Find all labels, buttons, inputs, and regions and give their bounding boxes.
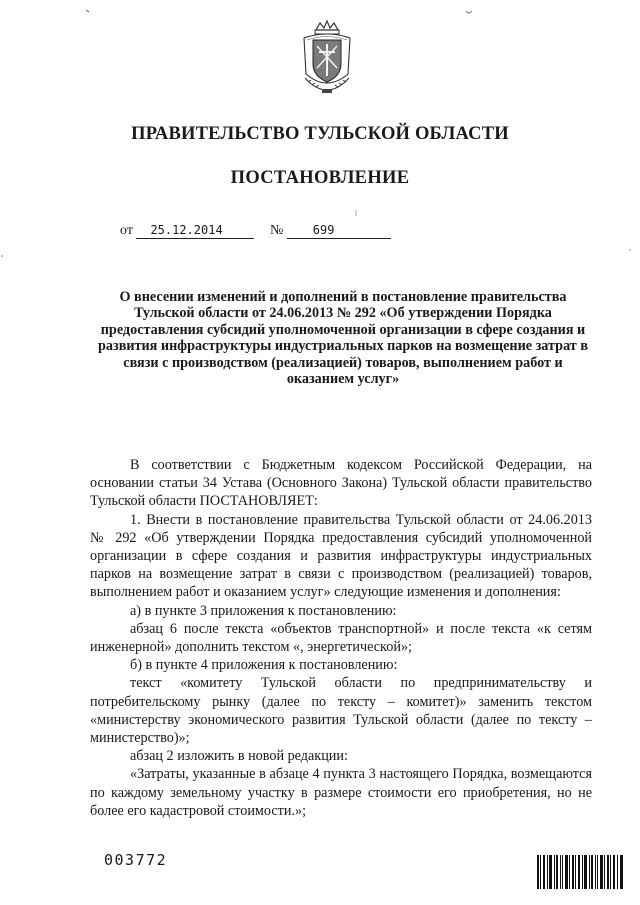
body-paragraph: а) в пункте 3 приложения к постановлению: [130, 602, 397, 619]
body-paragraph: «Затраты, указанные в абзаце 4 пункта 3 настоящего Порядка, возмещаются по каждому земельному участку в размере стоимости его приобретения, но не более его кадастровой стоимости.»; [90, 766, 592, 819]
body-paragraph: текст «комитету Тульской области по предпринимательству и потребительскому рынку (далее по тексту – комитет)» заменить текстом «министерству экономического развития Тульской области (далее по тексту – министерство)»; [90, 675, 592, 747]
document-heading: О внесении изменений и дополнений в постановление правительства Тульской области от 24.06.2013 № 292 «Об утверждении Порядка предоставления субсидий уполномоченной организации в сфере создания и развития инфраструктуры индустриальных парков на возмещение затрат в связи с производством (реализацией) товаров, выполнением работ и оказанием услуг» [98, 289, 588, 388]
number-label: № [269, 223, 284, 238]
serial-number: 003772 [104, 851, 168, 869]
body-paragraph: В соответствии с Бюджетным кодексом Российской Федерации, на основании статьи 34 Устава (Основного Закона) Тульской области правительство Тульской области ПОСТАНОВЛЯЕТ: [90, 457, 592, 510]
document-type-title: ПОСТАНОВЛЕНИЕ [230, 168, 410, 188]
document-number: 699 [287, 222, 391, 239]
date-label: от [120, 223, 133, 238]
body-paragraph: абзац 2 изложить в новой редакции: [130, 748, 348, 765]
body-paragraph: б) в пункте 4 приложения к постановлению: [130, 657, 398, 674]
body-paragraph: абзац 6 после текста «объектов транспортной» и после текста «к сетям инженерной» дополнить текстом «, энергетической»; [90, 620, 592, 656]
document-date: 25.12.2014 [136, 222, 254, 239]
body-paragraph: 1. Внести в постановление правительства Тульской области от 24.06.2013 № 292 «Об утверждении Порядка предоставления субсидий уполномоченной организации в сфере создания и развития инфраструктуры индустриальных парков на возмещение затрат в связи с производством (реализацией) товаров, выполнением работ и оказанием услуг» следующие изменения и дополнения: [90, 511, 592, 601]
government-title: ПРАВИТЕЛЬСТВО ТУЛЬСКОЙ ОБЛАСТИ [131, 124, 509, 144]
